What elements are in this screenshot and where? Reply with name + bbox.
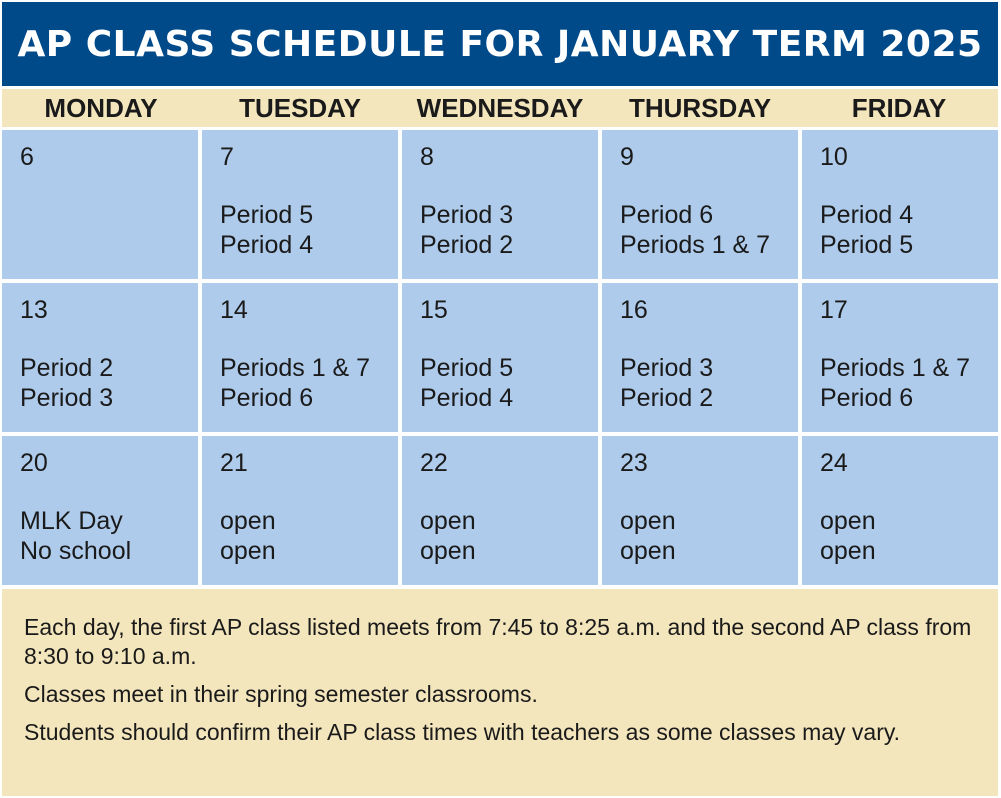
- schedule-title: AP CLASS SCHEDULE FOR JANUARY TERM 2025: [2, 2, 998, 86]
- date-number: 23: [620, 449, 648, 477]
- weekday-header-tuesday: TUESDAY: [239, 92, 361, 123]
- class-list: [820, 353, 970, 413]
- second-class: open: [820, 537, 876, 565]
- second-class: No school: [20, 537, 132, 565]
- weekday-header-wednesday: WEDNESDAY: [416, 92, 584, 123]
- weekday-header-thursday: THURSDAY: [628, 92, 772, 123]
- day-cell: [602, 130, 798, 279]
- second-class: Period 2: [420, 231, 514, 259]
- first-class: open: [220, 507, 276, 535]
- calendar-grid: [2, 130, 998, 586]
- classroom-note: Classes meet in their spring semester classrooms.: [24, 681, 538, 707]
- second-class: Periods 1 & 7: [620, 231, 771, 259]
- first-class: open: [420, 507, 476, 535]
- class-list: [620, 200, 770, 260]
- second-class: Period 4: [420, 384, 514, 412]
- second-class: Period 3: [20, 384, 114, 412]
- class-list: [420, 353, 513, 413]
- class-list: [20, 353, 113, 413]
- class-list: [220, 353, 370, 413]
- date-number: 8: [420, 143, 434, 171]
- class-list: [420, 506, 476, 566]
- date-number: 21: [220, 449, 248, 477]
- first-class: Period 4: [820, 201, 914, 229]
- date-number: 9: [620, 143, 634, 171]
- second-class: open: [420, 537, 476, 565]
- second-class: open: [220, 537, 276, 565]
- date-number: 10: [820, 143, 848, 171]
- day-cell: [202, 130, 398, 279]
- second-class: Period 2: [620, 384, 714, 412]
- first-class: Period 5: [420, 354, 514, 382]
- weekday-header-friday: FRIDAY: [851, 92, 947, 123]
- class-list: [620, 353, 713, 413]
- day-cell: [2, 283, 198, 432]
- first-class: MLK Day: [20, 507, 123, 535]
- second-class: Period 6: [820, 384, 914, 412]
- day-cell: [602, 283, 798, 432]
- date-number: 7: [220, 143, 234, 171]
- date-number: 24: [820, 449, 848, 477]
- class-list: [820, 200, 913, 260]
- schedule-notes: [2, 589, 998, 796]
- first-class: Periods 1 & 7: [820, 354, 971, 382]
- day-cell: [802, 130, 998, 279]
- date-number: 17: [820, 296, 848, 324]
- first-class: open: [820, 507, 876, 535]
- date-number: 20: [20, 449, 48, 477]
- first-class: Period 3: [620, 354, 714, 382]
- day-cell: [602, 436, 798, 585]
- date-number: 6: [20, 143, 34, 171]
- day-cell: [202, 283, 398, 432]
- weekday-header-monday: MONDAY: [44, 92, 158, 123]
- day-cell: [802, 283, 998, 432]
- first-class: Period 6: [620, 201, 714, 229]
- date-number: 15: [420, 296, 448, 324]
- first-class: Period 3: [420, 201, 514, 229]
- day-cell: [402, 283, 598, 432]
- second-class: Period 5: [820, 231, 914, 259]
- day-cell: [402, 436, 598, 585]
- first-class: Periods 1 & 7: [220, 354, 371, 382]
- class-list: [820, 506, 876, 566]
- date-number: 22: [420, 449, 448, 477]
- class-times-note: Each day, the first AP class listed meets from 7:45 to 8:25 a.m. and the second AP class from 8:30 to 9:10 a.m.: [24, 614, 972, 669]
- first-class: Period 5: [220, 201, 314, 229]
- day-cell: [402, 130, 598, 279]
- day-cell: [202, 436, 398, 585]
- weekday-header-row: [2, 89, 998, 127]
- day-cell: [2, 130, 198, 279]
- class-list: [420, 200, 513, 260]
- date-number: 16: [620, 296, 648, 324]
- confirm-times-note: Students should confirm their AP class times with teachers as some classes may vary.: [24, 719, 901, 745]
- second-class: open: [620, 537, 676, 565]
- class-list: [220, 200, 313, 260]
- first-class: Period 2: [20, 354, 114, 382]
- date-number: 14: [220, 296, 248, 324]
- day-cell: [802, 436, 998, 585]
- day-cell: [2, 436, 198, 585]
- second-class: Period 4: [220, 231, 314, 259]
- class-list: [620, 506, 676, 566]
- second-class: Period 6: [220, 384, 314, 412]
- date-number: 13: [20, 296, 48, 324]
- class-list: [220, 506, 276, 566]
- class-list: [20, 506, 131, 566]
- first-class: open: [620, 507, 676, 535]
